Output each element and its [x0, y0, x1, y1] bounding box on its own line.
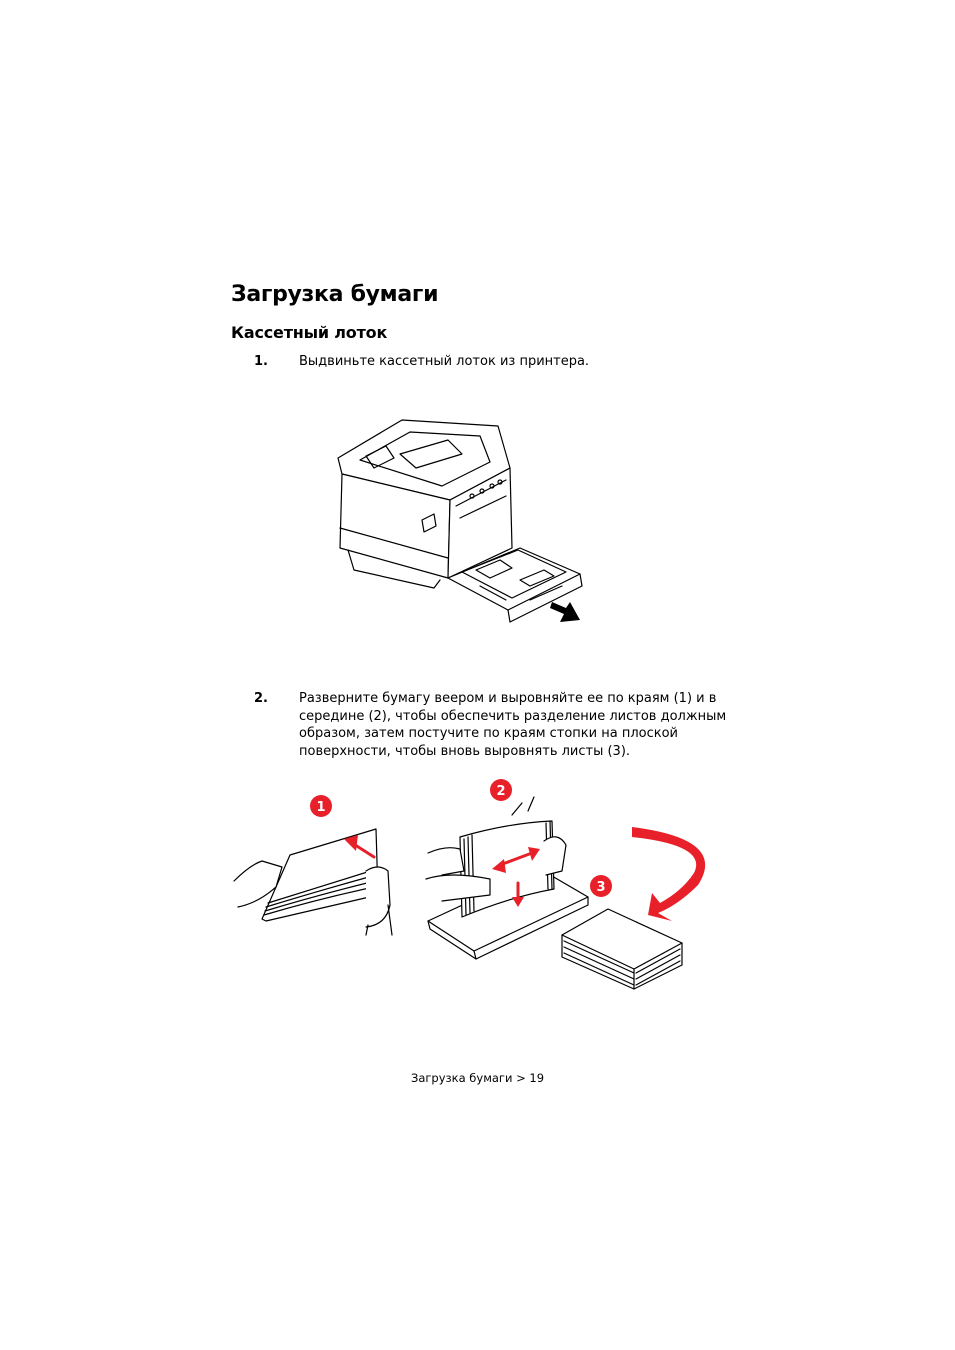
step-1-number: 1.: [254, 354, 268, 369]
section-heading: Кассетный лоток: [231, 323, 388, 342]
callout-3: [590, 875, 612, 897]
svg-text:2: 2: [496, 784, 506, 799]
callout-2: [490, 779, 512, 801]
paper-fanning-illustration: [228, 775, 723, 995]
align-paper-panel: [426, 779, 588, 959]
step-2-text: Разверните бумагу веером и выровняйте ее по краям (1) и в середине (2), чтобы обеспечить разделение листов должным образом, затем постучите по краям стопки на плоской поверхности, чтобы вновь выровнять листы (3).: [299, 691, 727, 759]
svg-text:3: 3: [596, 880, 606, 895]
printer-tray-illustration: [330, 410, 590, 635]
tap-stack-panel: [562, 827, 705, 989]
page-footer: Загрузка бумаги > 19: [410, 1071, 545, 1085]
svg-text:1: 1: [316, 800, 326, 815]
callout-1: [310, 795, 332, 817]
step-2-number: 2.: [254, 691, 268, 706]
fan-paper-panel: [234, 795, 392, 935]
page-title: Загрузка бумаги: [231, 282, 439, 307]
step-1-text: Выдвиньте кассетный лоток из принтера.: [299, 354, 590, 369]
